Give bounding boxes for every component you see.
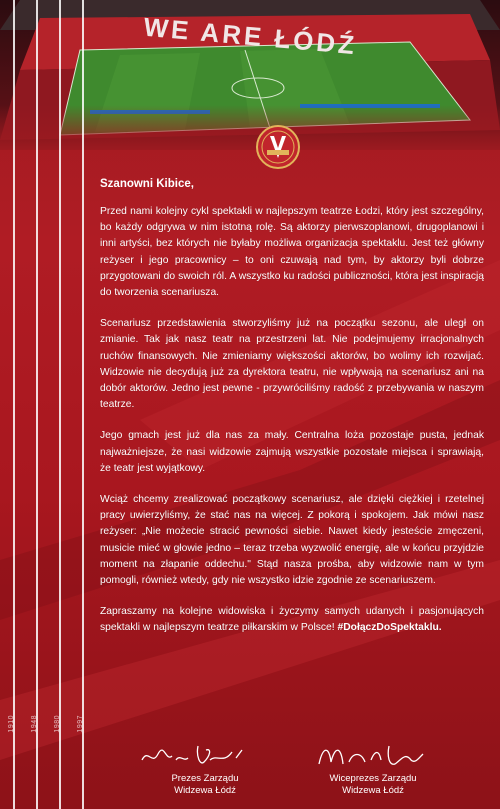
signature-org-vice-president: Widzewa Łódź [342, 785, 404, 796]
signature-block-vice-president [318, 773, 428, 797]
pin-year-1: 1910 [8, 715, 15, 733]
pin-line-1 [13, 0, 15, 809]
pin-line-4 [82, 0, 84, 809]
signature-block-president [150, 773, 260, 797]
paragraph-3: Jego gmach jest już dla nas za mały. Centralna loża pozostaje pusta, jednak najważniejsze, że nasi widzowie zajmują wszystkie pozostałe miejsca i sprawiają, że teatr jest wyjątkowy. [100, 430, 484, 474]
salutation: Szanowni Kibice, [100, 178, 194, 190]
closing-hashtag: #DołączDoSpektaklu. [337, 622, 442, 634]
signature-vice-president [315, 742, 425, 770]
pin-year-4: 1997 [77, 715, 84, 733]
pin-line-2 [36, 0, 38, 809]
closing-text: Zapraszamy na kolejne widowiska i życzymy samych udanych i pasjonujących spektakli w najlepszym teatrze piłkarskim w Polsce! [100, 606, 484, 634]
pin-year-3: 1980 [54, 715, 61, 733]
signature-president [140, 742, 245, 770]
pin-year-2: 1948 [31, 715, 38, 733]
club-crest-logo [255, 122, 301, 172]
signature-title-president: Prezes Zarządu [171, 773, 239, 784]
paragraph-2: Scenariusz przedstawienia stworzyliśmy już na początku sezonu, ale uległ on zmianie. Tak jak nasz teatr na przestrzeni lat. Nie podejmujemy irracjonalnych ruchów finansowych. Nie zmieniamy większości aktorów, bo wolimy ich rozwijać. Widzowie nie decydują już za dyrektora teatru, nie wpływają na scenariusz ani na dobór aktorów. Jedno jest pewne - przywróciliśmy radość z przebywania w naszym teatrze. [100, 318, 484, 411]
signature-org-president: Widzewa Łódź [174, 785, 236, 796]
signature-title-vice-president: Wiceprezes Zarządu [329, 773, 417, 784]
stadium-photo [0, 0, 500, 150]
pin-line-3 [59, 0, 61, 809]
letter-content [100, 178, 484, 652]
closing-paragraph [100, 604, 484, 636]
paragraph-1: Przed nami kolejny cykl spektakli w najlepszym teatrze Łodzi, który jest szczególny, bo każdy odgrywa w nim istotną rolę. Są aktorzy pierwszoplanowi, drugoplanowi i inni artyści, bez których nie byłaby możliwa organizacja spektaklu. Jest też główny reżyser i jego pracownicy – to oni czuwają nad tym, by aktorzy byli dobrze przygotowani do swoich ról. A wszystko ku radości publiczności, która jest inspiracją do tworzenia scenariusza. [100, 206, 484, 299]
paragraph-4: Wciąż chcemy zrealizować początkowy scenariusz, ale dzięki ciężkiej i rzetelnej pracy uwierzyliśmy, że stać nas na więcej. Z pokorą i spokojem. Jak mówi nasz reżyser: „Nie możecie stracić pewności siebie. Nawet kiedy jesteście zmęczeni, musicie mieć w głowie jedno – teraz trzeba wyzwolić energię, ale w końcu przyjdzie moment na złapanie oddechu." Stąd nasza prośba, aby widzowie nam w tym pomogli, również wtedy, gdy nie wszystko idzie zgodnie ze scenariuszem. [100, 494, 484, 587]
